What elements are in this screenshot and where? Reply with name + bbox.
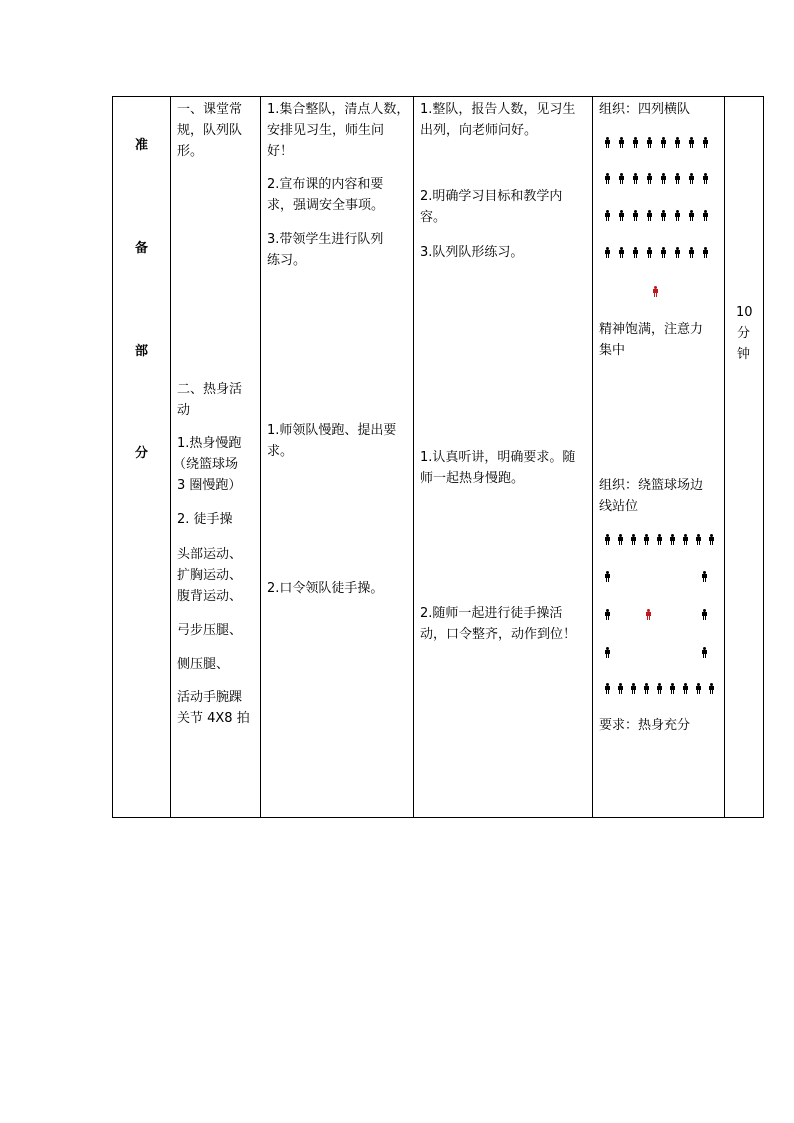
student-figure-icon [646, 137, 653, 148]
student-figure-icon [669, 683, 676, 694]
student-p3: 3.队列队形练习。 [420, 245, 524, 260]
section-char-2: 备 [134, 241, 148, 256]
organization-requirement: 要求：热身充分 [599, 718, 691, 733]
student-figure-icon [604, 210, 611, 221]
content-cell [171, 97, 261, 818]
organization-title-2-line-2: 线站位 [599, 499, 639, 514]
content-exercise-4-line-2: 关节 4X8 拍 [177, 711, 250, 726]
organization-cell [593, 97, 725, 818]
student-figure-icon [702, 210, 709, 221]
teacher-p1-line-3: 好！ [267, 144, 294, 159]
student-figure-icon [702, 137, 709, 148]
content-item-1-line-1: 1.热身慢跑 [177, 436, 242, 451]
lesson-plan-table [112, 96, 764, 818]
organization-title-1: 组织：四列横队 [599, 102, 691, 117]
student-figure-icon [617, 683, 624, 694]
student-figure-icon [630, 683, 637, 694]
teacher-figure-icon [645, 609, 652, 620]
student-figure-icon [702, 247, 709, 258]
student-p5-line-2: 动，口令整齐，动作到位！ [420, 627, 577, 642]
content-heading-1-line-3: 形。 [177, 144, 204, 159]
student-figure-icon [617, 534, 624, 545]
student-figure-icon [701, 647, 708, 658]
section-cell [113, 97, 171, 818]
content-exercise-1-line-1: 头部运动、 [177, 547, 243, 562]
student-p2-line-2: 容。 [420, 210, 447, 225]
student-figure-icon [682, 534, 689, 545]
student-p4-line-2: 师一起热身慢跑。 [420, 471, 525, 486]
student-figure-icon [643, 534, 650, 545]
student-p5-line-1: 2.随师一起进行徒手操活 [420, 606, 563, 621]
student-figure-icon [632, 210, 639, 221]
teacher-p3-line-2: 练习。 [267, 253, 307, 268]
student-figure-icon [618, 247, 625, 258]
student-figure-icon [660, 173, 667, 184]
content-item-1-line-2: （绕篮球场 [173, 457, 239, 472]
student-figure-icon [618, 137, 625, 148]
student-figure-icon [688, 173, 695, 184]
student-figure-icon [701, 609, 708, 620]
time-unit-line-1: 分 [737, 326, 751, 341]
student-figure-icon [630, 534, 637, 545]
teacher-activity-cell [261, 97, 414, 818]
student-figure-icon [604, 609, 611, 620]
student-figure-icon [701, 571, 708, 582]
student-figure-icon [702, 173, 709, 184]
student-figure-icon [604, 683, 611, 694]
section-char-3: 部 [134, 344, 148, 359]
content-exercise-3: 侧压腿、 [177, 657, 230, 672]
student-figure-icon [688, 210, 695, 221]
student-figure-icon [669, 534, 676, 545]
content-item-1-line-3: 3 圈慢跑） [177, 478, 242, 493]
student-figure-icon [643, 683, 650, 694]
student-figure-icon [695, 534, 702, 545]
teacher-p5: 2.口令领队徒手操。 [267, 581, 384, 596]
student-p4-line-1: 1.认真听讲，明确要求。随 [420, 450, 576, 465]
student-figure-icon [604, 534, 611, 545]
student-figure-icon [656, 683, 663, 694]
student-figure-icon [604, 571, 611, 582]
organization-note-1-line-2: 集中 [599, 343, 626, 358]
student-figure-icon [618, 173, 625, 184]
student-figure-icon [682, 683, 689, 694]
organization-note-1-line-1: 精神饱满，注意力 [599, 322, 704, 337]
teacher-p4-line-2: 求。 [267, 444, 294, 459]
student-figure-icon [688, 137, 695, 148]
section-char-4: 分 [134, 446, 148, 461]
teacher-p2-line-2: 求，强调安全事项。 [267, 198, 385, 213]
student-figure-icon [674, 137, 681, 148]
student-figure-icon [604, 247, 611, 258]
content-heading-2-line-1: 二、热身活 [177, 382, 243, 397]
student-p2-line-1: 2.明确学习目标和教学内 [420, 189, 563, 204]
time-cell [725, 97, 764, 818]
student-figure-icon [646, 210, 653, 221]
student-figure-icon [674, 210, 681, 221]
student-figure-icon [660, 210, 667, 221]
student-activity-cell [414, 97, 593, 818]
student-figure-icon [688, 247, 695, 258]
student-figure-icon [618, 210, 625, 221]
student-figure-icon [708, 534, 715, 545]
time-value: 10 [736, 305, 753, 320]
student-p1-line-1: 1.整队，报告人数，见习生 [420, 102, 576, 117]
student-figure-icon [674, 173, 681, 184]
student-figure-icon [604, 647, 611, 658]
time-unit-line-2: 钟 [737, 347, 751, 362]
student-figure-icon [674, 247, 681, 258]
content-exercise-4-line-1: 活动手腕踝 [177, 690, 243, 705]
teacher-p2-line-1: 2.宣布课的内容和要 [267, 177, 384, 192]
student-figure-icon [660, 137, 667, 148]
student-p1-line-2: 出列，向老师问好。 [420, 123, 538, 138]
content-heading-1-line-2: 规，队列队 [177, 123, 243, 138]
teacher-p4-line-1: 1.师领队慢跑、提出要 [267, 423, 397, 438]
student-figure-icon [646, 173, 653, 184]
content-exercise-2: 弓步压腿、 [177, 623, 243, 638]
student-figure-icon [708, 683, 715, 694]
section-char-1: 准 [134, 138, 148, 153]
student-figure-icon [604, 137, 611, 148]
student-figure-icon [660, 247, 667, 258]
content-item-2: 2. 徒手操 [177, 512, 233, 527]
content-heading-1-line-1: 一、课堂常 [177, 102, 243, 117]
student-figure-icon [632, 173, 639, 184]
teacher-p1-line-1: 1.集合整队，清点人数， [267, 102, 410, 117]
content-exercise-1-line-2: 扩胸运动、 [177, 568, 243, 583]
organization-title-2-line-1: 组织：绕篮球场边 [599, 478, 704, 493]
student-figure-icon [695, 683, 702, 694]
teacher-figure-icon [652, 286, 659, 297]
student-figure-icon [632, 137, 639, 148]
student-figure-icon [646, 247, 653, 258]
teacher-p1-line-2: 安排见习生，师生问 [267, 123, 385, 138]
content-heading-2-line-2: 动 [177, 403, 191, 418]
student-figure-icon [656, 534, 663, 545]
content-exercise-1-line-3: 腹背运动、 [177, 589, 243, 604]
student-figure-icon [604, 173, 611, 184]
student-figure-icon [632, 247, 639, 258]
teacher-p3-line-1: 3.带领学生进行队列 [267, 232, 384, 247]
